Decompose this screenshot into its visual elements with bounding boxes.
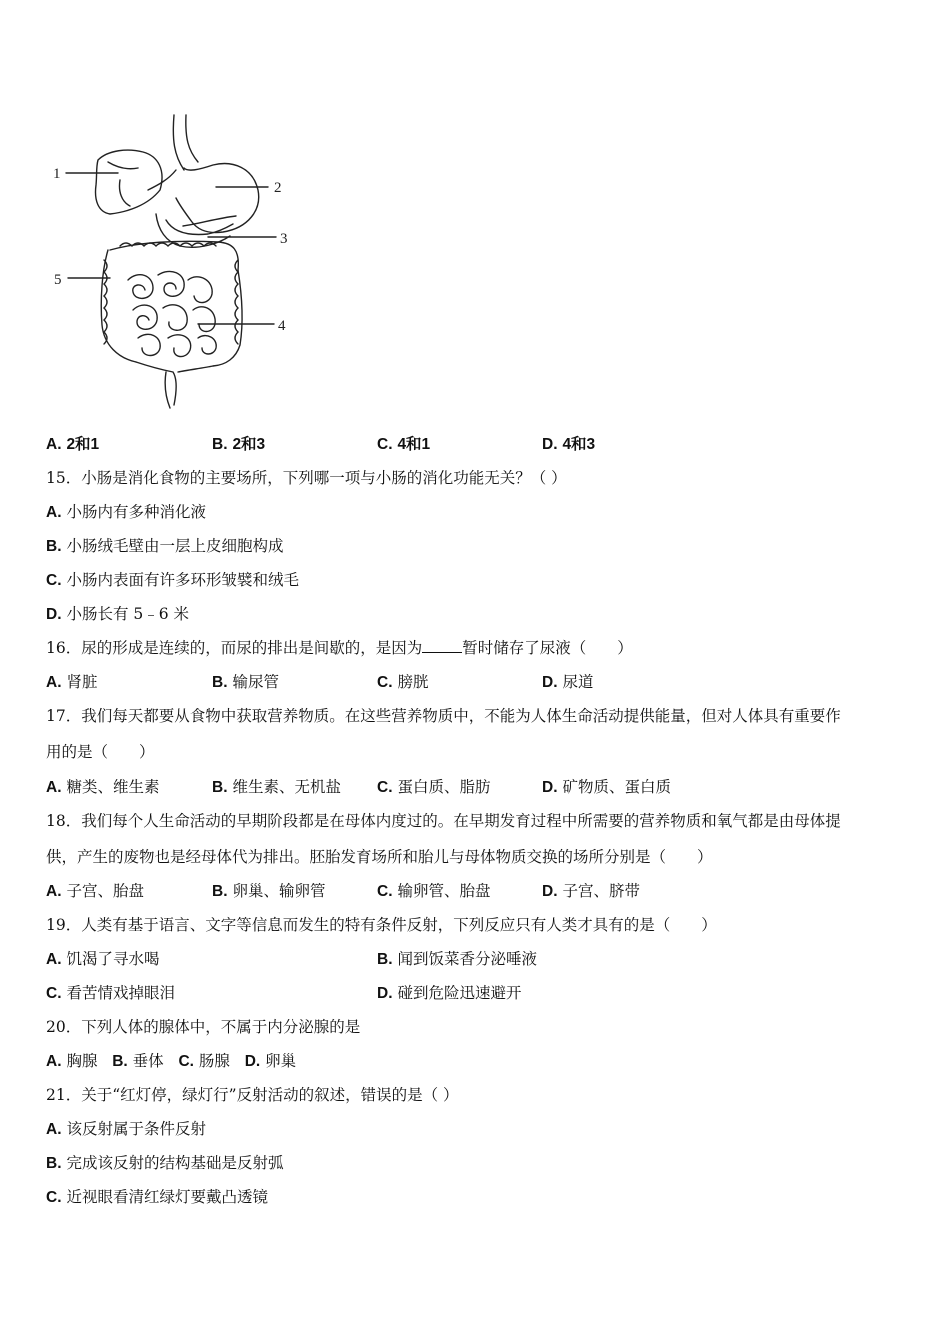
q21-option-a[interactable]: A. 该反射属于条件反射: [46, 1120, 206, 1138]
q18-option-a[interactable]: A. 子宫、胎盘: [46, 882, 144, 900]
q20-option-a[interactable]: A. 胸腺: [46, 1052, 98, 1070]
label-3: 3: [280, 231, 288, 247]
digestive-system-figure: [48, 110, 308, 415]
q17-option-b[interactable]: B. 维生素、无机盐: [212, 778, 341, 796]
q17-option-a[interactable]: A. 糖类、维生素: [46, 778, 160, 796]
q19-option-a[interactable]: A. 饥渴了寻水喝: [46, 950, 160, 968]
label-4: 4: [278, 318, 286, 334]
q17-option-c[interactable]: C. 蛋白质、脂肪: [377, 778, 491, 796]
q15-stem: 15．小肠是消化食物的主要场所，下列哪一项与小肠的消化功能无关？（ ）: [46, 469, 567, 487]
q19-stem: 19．人类有基于语言、文字等信息而发生的特有条件反射，下列反应只有人类才具有的是（ ）: [46, 916, 717, 934]
q18-stem-line2: 供，产生的废物也是经母体代为排出。胚胎发育场所和胎儿与母体物质交换的场所分别是（ ）: [46, 848, 713, 866]
q15-option-a[interactable]: A. 小肠内有多种消化液: [46, 503, 206, 521]
q17-stem-line1: 17．我们每天都要从食物中获取营养物质。在这些营养物质中，不能为人体生命活动提供能量，但对人体具有重要作: [46, 707, 841, 725]
q18-option-c[interactable]: C. 输卵管、胎盘: [377, 882, 491, 900]
q15-option-c[interactable]: C. 小肠内表面有许多环形皱襞和绒毛: [46, 571, 299, 589]
q19-option-c[interactable]: C. 看苦情戏掉眼泪: [46, 984, 175, 1002]
q19-option-b[interactable]: B. 闻到饭菜香分泌唾液: [377, 950, 537, 968]
q18-stem-line1: 18．我们每个人生命活动的早期阶段都是在母体内度过的。在早期发育过程中所需要的营养物质和氧气都是由母体提: [46, 812, 841, 830]
q21-stem: 21．关于“红灯停，绿灯行”反射活动的叙述，错误的是（ ）: [46, 1086, 459, 1104]
q15-option-b[interactable]: B. 小肠绒毛壁由一层上皮细胞构成: [46, 537, 284, 555]
q18-option-b[interactable]: B. 卵巢、输卵管: [212, 882, 326, 900]
label-1: 1: [53, 166, 61, 182]
q20-option-c[interactable]: C. 肠腺: [178, 1052, 230, 1070]
q15-option-d[interactable]: D. 小肠长有 5﹣6 米: [46, 605, 190, 623]
label-2: 2: [274, 180, 282, 196]
q16-option-d[interactable]: D. 尿道: [542, 673, 594, 691]
q17-stem-line2: 用的是（ ）: [46, 743, 155, 761]
q20-option-b[interactable]: B. 垂体: [112, 1052, 164, 1070]
q16-option-c[interactable]: C. 膀胱: [377, 673, 429, 691]
q16-option-a[interactable]: A. 肾脏: [46, 673, 98, 691]
digestive-system-diagram: [48, 110, 308, 415]
q20-options: [46, 1050, 296, 1073]
q16-option-b[interactable]: B. 输尿管: [212, 673, 279, 691]
q14-option-b[interactable]: B. 2和3: [212, 436, 266, 453]
q14-option-d[interactable]: D. 4和3: [542, 436, 596, 453]
q16-stem: 16．尿的形成是连续的，而尿的排出是间歇的，是因为 暂时储存了尿液（ ）: [46, 639, 633, 657]
q17-option-d[interactable]: D. 矿物质、蛋白质: [542, 778, 671, 796]
q20-option-d[interactable]: D. 卵巢: [244, 1052, 297, 1070]
q20-stem: 20．下列人体的腺体中，不属于内分泌腺的是: [46, 1018, 361, 1036]
q21-option-c[interactable]: C. 近视眼看清红绿灯要戴凸透镜: [46, 1188, 268, 1206]
q18-option-d[interactable]: D. 子宫、脐带: [542, 882, 640, 900]
q21-option-b[interactable]: B. 完成该反射的结构基础是反射弧: [46, 1154, 284, 1172]
answer-blank: [422, 638, 462, 653]
q19-option-d[interactable]: D. 碰到危险迅速避开: [377, 984, 522, 1002]
q14-option-a[interactable]: A. 2和1: [46, 436, 100, 453]
q14-option-c[interactable]: C. 4和1: [377, 436, 431, 453]
label-5: 5: [54, 272, 62, 288]
